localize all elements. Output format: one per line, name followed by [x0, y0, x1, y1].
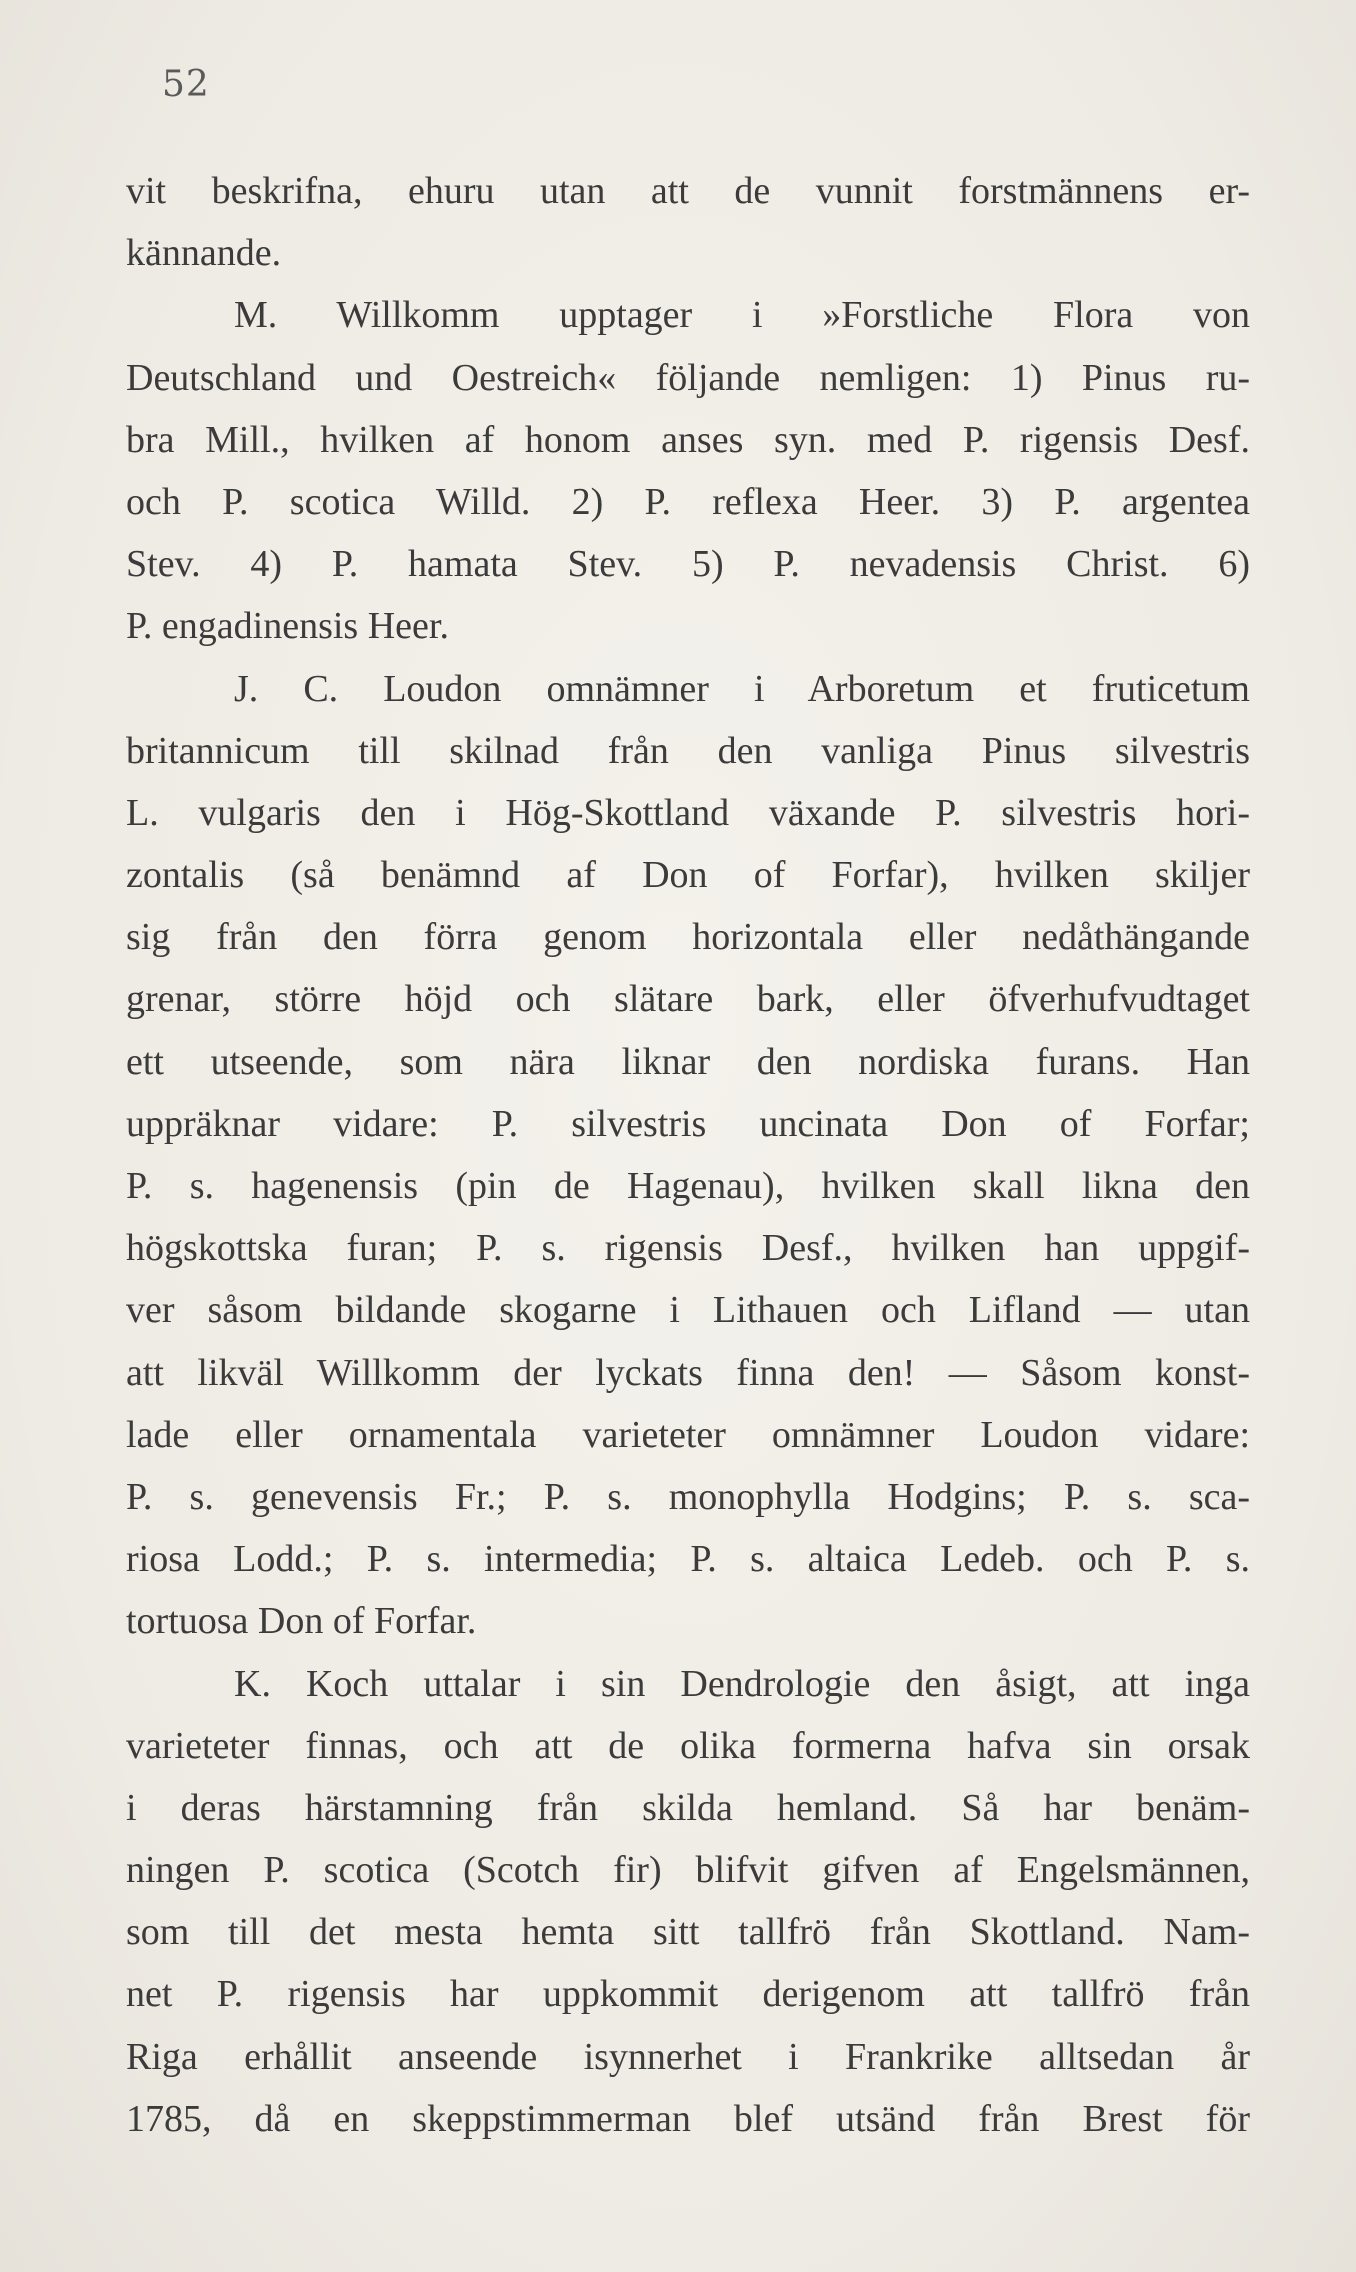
text-line: som till det mesta hemta sitt tallfrö från Skottland. Nam- — [126, 1911, 1250, 1954]
text-line: Deutschland und Oestreich« följande nemligen: 1) Pinus ru- — [126, 356, 1250, 399]
text-line: grenar, större höjd och slätare bark, eller öfverhufvudtaget — [126, 978, 1250, 1021]
text-line: riosa Lodd.; P. s. intermedia; P. s. altaica Ledeb. och P. s. — [126, 1538, 1250, 1581]
text-line: Stev. 4) P. hamata Stev. 5) P. nevadensis Christ. 6) — [126, 543, 1250, 586]
text-line: 1785, då en skeppstimmerman blef utsänd från Brest för — [126, 2097, 1250, 2140]
text-line: britannicum till skilnad från den vanliga Pinus silvestris — [126, 729, 1250, 772]
text-line: bra Mill., hvilken af honom anses syn. med P. rigensis Desf. — [126, 418, 1250, 461]
text-line: högskottska furan; P. s. rigensis Desf., hvilken han uppgif- — [126, 1227, 1250, 1270]
text-line: P. s. genevensis Fr.; P. s. monophylla Hodgins; P. s. sca- — [126, 1475, 1250, 1518]
text-line: att likväl Willkomm der lyckats finna den! — Såsom konst- — [126, 1351, 1250, 1394]
text-line: uppräknar vidare: P. silvestris uncinata Don of Forfar; — [126, 1102, 1250, 1145]
text-line: ver såsom bildande skogarne i Lithauen och Lifland — utan — [126, 1289, 1250, 1332]
text-line: ningen P. scotica (Scotch fir) blifvit gifven af Engelsmännen, — [126, 1849, 1250, 1892]
body-text — [126, 160, 1250, 2150]
text-line: P. s. hagenensis (pin de Hagenau), hvilken skall likna den — [126, 1165, 1250, 1207]
text-line: vit beskrifna, ehuru utan att de vunnit forstmännens er- — [126, 170, 1250, 212]
text-line: och P. scotica Willd. 2) P. reflexa Heer. 3) P. argentea — [126, 480, 1250, 523]
text-line: kännande. — [126, 232, 282, 275]
page-number: 52 — [162, 64, 210, 105]
text-line: K. Koch uttalar i sin Dendrologie den åsigt, att inga — [234, 1662, 1250, 1705]
text-line: L. vulgaris den i Hög-Skottland växande P. silvestris hori- — [126, 791, 1250, 834]
text-line: varieteter finnas, och att de olika formerna hafva sin orsak — [126, 1724, 1250, 1767]
text-line: lade eller ornamentala varieteter omnämner Loudon vidare: — [126, 1413, 1250, 1456]
text-line: Riga erhållit anseende isynnerhet i Frankrike alltsedan år — [126, 2035, 1250, 2078]
text-line: sig från den förra genom horizontala eller nedåthängande — [126, 916, 1250, 959]
text-line: J. C. Loudon omnämner i Arboretum et fruticetum — [234, 667, 1250, 710]
text-line: M. Willkomm upptager i »Forstliche Flora von — [234, 294, 1250, 337]
text-line: net P. rigensis har uppkommit derigenom att tallfrö från — [126, 1973, 1250, 2016]
text-line: i deras härstamning från skilda hemland. Så har benäm- — [126, 1786, 1250, 1829]
text-line: tortuosa Don of Forfar. — [126, 1600, 477, 1643]
text-line: ett utseende, som nära liknar den nordiska furans. Han — [126, 1040, 1250, 1083]
text-line: zontalis (så benämnd af Don of Forfar), hvilken skiljer — [126, 854, 1250, 897]
text-line: P. engadinensis Heer. — [126, 605, 449, 648]
